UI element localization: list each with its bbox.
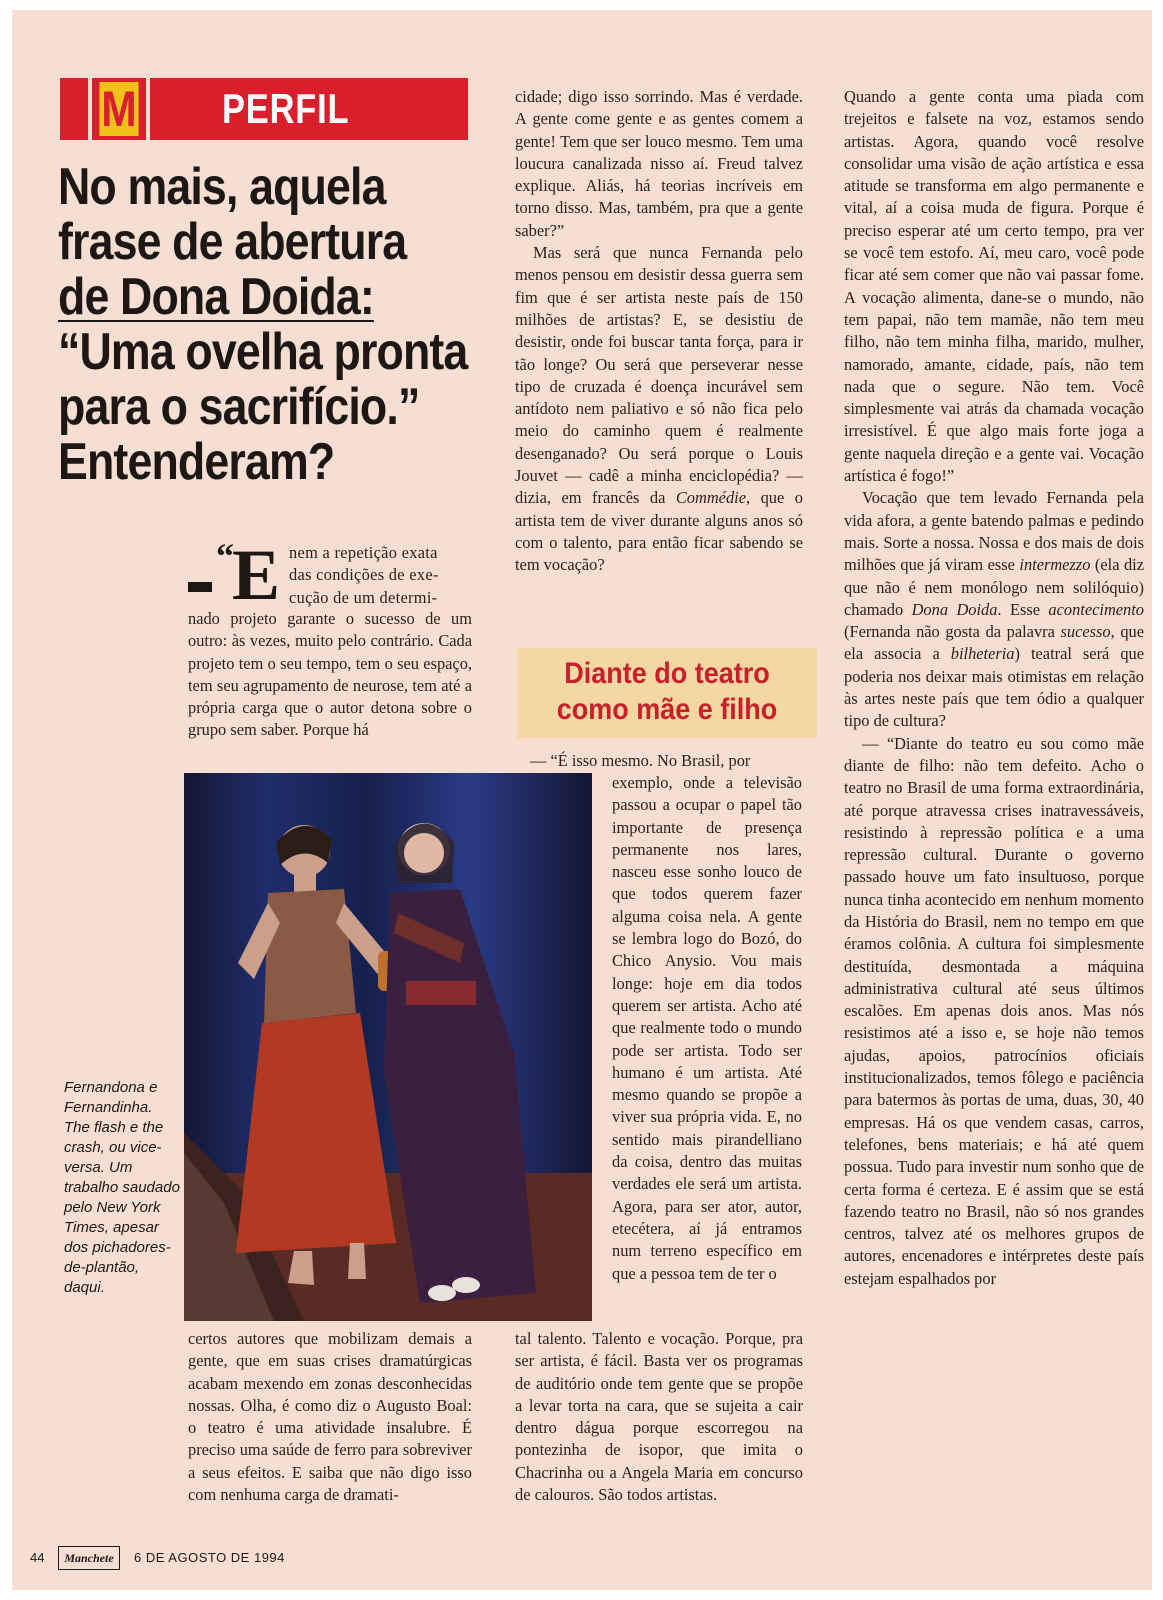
headline-line: “Uma ovelha pronta — [58, 323, 468, 381]
body-paragraph: tal talento. Talento e vocação. Porque, pra ser artista, é fácil. Basta ver os programas de auditório onde tem gente que se propõe a levar torta na cara, que se sujeita a cair dentro dágua porque escorregou na pontezinha de isopor, que imita o Chacrinha ou a Angela Maria em concurso de calouros. São todos artistas. — [515, 1329, 803, 1505]
section-banner — [60, 78, 468, 140]
section-label-box — [150, 78, 468, 140]
body-paragraph: exemplo, onde a televisão passou a ocupar o papel tão importante de presença permanente nos lares, nasceu esse sonho louco de que todos querem fazer alguma coisa nela. A gente se lembra logo do Bozó, do Chico Anysio. Vou mais longe: hoje em dia todos querem ser artista. Acho até que realmente todo o mundo pode ser artista. Todo ser humano é um artista. Até mesmo quando se propõe a viver sua própria vida. E, no sentido mais pirandelliano da coisa, dentro das muitas verdades ele será um artista. Agora, para ser ator, autor, etecétera, aí já entramos num terreno específico em que a pessoa tem de ter o — [612, 773, 802, 1283]
headline-line: No mais, aquela — [58, 158, 386, 216]
photo-caption: Fernandona e Fernandinha. The flash e the crash, ou vice-versa. Um trabalho saudado pelo New York Times, apesar dos pichadores-de-plantão, daqui. — [64, 1079, 180, 1296]
body-paragraph: certos autores que mobilizam demais a gente, que em suas crises dramatúrgicas acabam mexendo em zonas desconhecidas nossas. Olha, é como diz o Augusto Boal: o teatro é uma atividade insalubre. É preciso uma saúde de ferro para sobreviver a seus efeitos. E saiba que não digo isso com nenhuma carga de dramati- — [188, 1329, 472, 1505]
quote-first-line: — “É isso mesmo. No Brasil, por — [530, 751, 751, 770]
intro-line: nem a repetição exata — [289, 543, 438, 562]
column-2-bottom — [515, 1328, 803, 1548]
intro-lines — [289, 542, 472, 609]
column-3 — [844, 86, 1144, 1290]
body-paragraph: nado projeto garante o sucesso de um outro: às vezes, muito pelo contrário. Cada projeto tem o seu tempo, tem o seu espaço, tem seu agrupamento de neurose, tem até a própria carga que o autor detona sobre o grupo sem saber. Porque há — [188, 609, 472, 740]
intro-line: cução de um determi- — [289, 587, 438, 607]
dash-mark — [188, 582, 212, 592]
article-headline — [58, 160, 518, 490]
drop-cap-letter: E — [232, 535, 281, 615]
body-paragraph: Vocação que tem levado Fernanda pela vida afora, a gente batendo palmas e pedindo mais. Sorte a nossa. Nossa e dos mais de dois milhões que já viram esse intermezzo (ela diz que não é nem monólogo nem solilóquio) chamado Dona Doida. Esse acontecimento (Fernanda não gosta da palavra sucesso, que ela associa a bilheteria) teatral será que poderia nos deixar mais otimistas em relação às artes neste país que tem ódio a qualquer tipo de cultura? — [844, 488, 1144, 731]
body-paragraph: Mas será que nunca Fernanda pelo menos pensou em desistir dessa guerra sem fim que é ser artista neste país de 150 milhões de artistas? E, se desistiu de desistir, onde foi buscar tanta força, para ir tão longe? Ou será que perseverar nesse tipo de cruzada é doença incurável sem antídoto nem paliativo e só não fica pelo meio do caminho quem é realmente desenganado? Ou será porque o Louis Jouvet — cadê a minha enciclopédia? — dizia, em francês da Commédie, que o artista tem de viver durante alguns anos só com o talento, para então ficar sabendo se tem vocação? — [515, 243, 803, 575]
logo-letter: M — [101, 81, 137, 137]
subheading-box — [517, 648, 817, 738]
section-label: PERFIL — [222, 85, 350, 132]
issue-date: 6 DE AGOSTO DE 1994 — [134, 1550, 285, 1565]
body-paragraph: cidade; digo isso sorrindo. Mas é verdade. A gente come gente e as gentes comem a gente! Tem que ser louco mesmo. Tem uma loucura canalizada nisso aí. Freud talvez explique. Aliás, há teorias incríveis em torno disso. Mas, também, pra que a gente saber?” — [515, 87, 803, 240]
magazine-page — [12, 10, 1152, 1590]
page-footer — [30, 1544, 430, 1570]
intro-line: das condições de exe- — [289, 565, 439, 585]
headline-line: para o sacrifício.” — [58, 378, 420, 436]
page-number: 44 — [30, 1550, 45, 1565]
headline-line: de Dona Doida: — [58, 268, 374, 326]
magazine-logo: Manchete — [58, 1546, 120, 1570]
headline-line: frase de abertura — [58, 213, 407, 271]
column-3-clip — [844, 86, 1152, 1546]
stage-photo — [184, 773, 592, 1321]
magazine-logo-badge — [92, 78, 146, 140]
drop-cap-quote: “ — [216, 536, 234, 576]
column-1-top — [188, 608, 472, 742]
column-2 — [515, 86, 803, 577]
column-2-wrap — [612, 772, 802, 1332]
subheading-line: como mãe e filho — [556, 693, 778, 726]
body-paragraph: — “Diante do teatro eu sou como mãe diante de filho: não tem defeito. Acho o teatro no Brasil de uma forma extraordinária, até porque atravessa crises inatravessáveis, resistindo à repressão política e a uma repressão cultural. Durante o governo passado houve um fato insultuoso, porque nunca tinha acontecido em nenhum momento da História do Brasil, nem no tempo em que éramos colônia. A cultura foi simplesmente destituída, desmontada a máquina administrativa cultural até seus últimos escalões. Em apenas dois anos. Mas nós resistimos até a isso e, se hoje não temos ajudas, apoios, patrocínios oficiais institucionalizados, temos fôlego e paciência para batermos às portas de uma, duas, 30, 40 empresas. Há os que vendem casas, carros, telefones, bens materiais; e há até quem possua. Tudo para investir num sonho que de certa forma é certeza. E é assim que se está fazendo teatro no Brasil, não só nos grandes centros, talvez até os melhores grupos de autores, encenadores e intérpretes deste país estejam espalhados por — [844, 733, 1144, 1288]
banner-accent — [60, 78, 88, 140]
column-1-bottom — [188, 1328, 472, 1506]
headline-line: Entenderam? — [58, 433, 335, 491]
drop-cap — [188, 535, 300, 615]
subheading-line: Diante do teatro — [564, 657, 770, 690]
body-paragraph: Quando a gente conta uma piada com trejeitos e falsete na voz, estamos sendo artistas. Agora, quando você resolve consolidar uma visão de ação artística e essa atitude se transforma em algo permanente e vital, aí a coisa muda de figura. Porque é preciso esperar até um certo tempo, pra ver se você tem estofo. Aí, meu caro, você pode ficar até sem comer que não vai passar fome. A vocação alimenta, dane-se o mundo, não tem papai, não tem mamãe, não tem meu filho, não tem minha filha, marido, mulher, namorado, amante, cidade, país, não tem nada que o segure. Não tem. Você simplesmente vai atrás da chamada vocação irresistível. É que algo mais forte joga a gente naquela direção e a gente vai. Vocação artística é fogo!” — [844, 87, 1144, 486]
actresses-photo-illustration — [184, 773, 592, 1321]
